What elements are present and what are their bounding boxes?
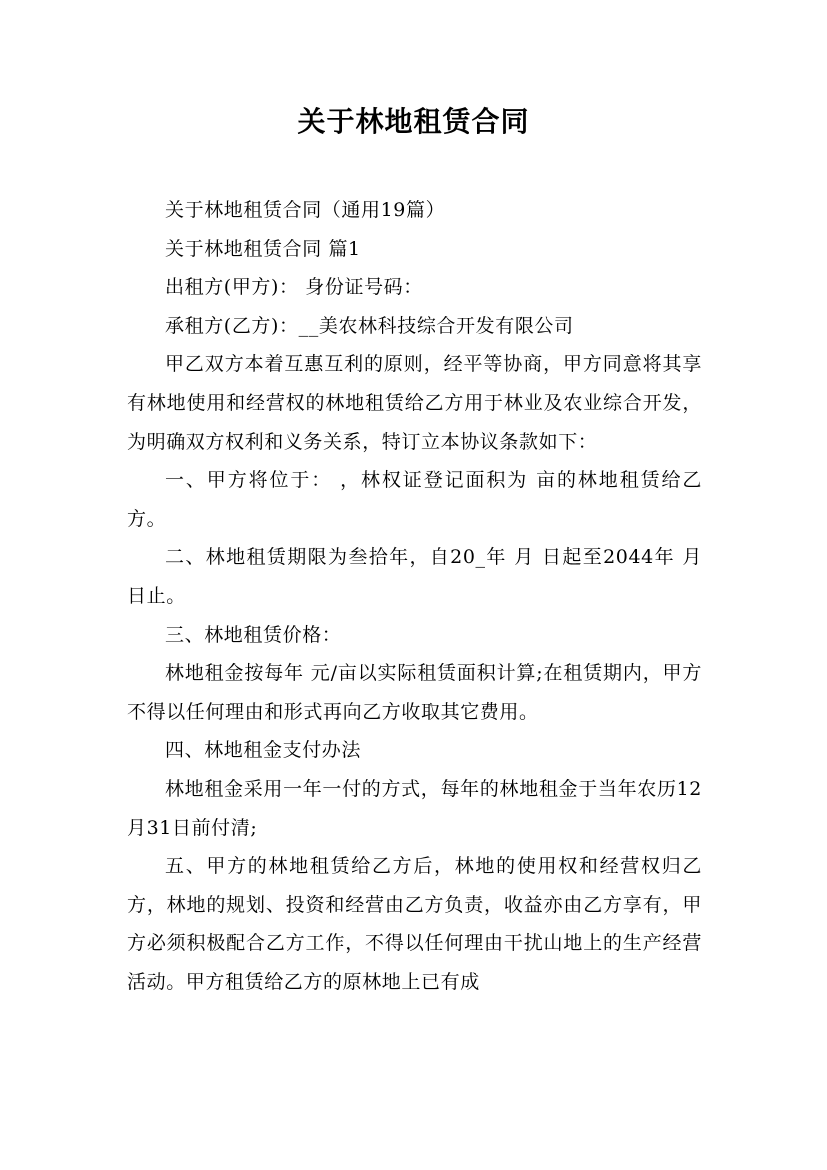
paragraph-lessor-party: 出租方(甲方)： 身份证号码：: [165, 276, 423, 299]
paragraph-clause-3-heading: 三、林地租赁价格：: [165, 623, 342, 646]
paragraph-clause-2: 二、林地租赁期限为叁拾年，自20_年 月 日起至2044年 月 日止。: [127, 546, 702, 607]
paragraph-section-heading: 关于林地租赁合同 篇1: [165, 237, 361, 260]
paragraph-clause-5: 五、甲方的林地租赁给乙方后，林地的使用权和经营权归乙方，林地的规划、投资和经营由乙方负责，收益亦由乙方享有，甲方必须积极配合乙方工作，不得以任何理由干扰山地上的生产经营活动。甲方租赁给乙方的原林地上已有成: [127, 855, 702, 993]
paragraph-lessee-party: 承租方(乙方)：__美农林科技综合开发有限公司: [165, 314, 574, 337]
paragraph-preamble: 甲乙双方本着互惠互利的原则，经平等协商，甲方同意将其享有林地使用和经营权的林地租赁给乙方用于林业及农业综合开发，为明确双方权利和义务关系，特订立本协议条款如下：: [127, 353, 702, 453]
document-body: [127, 191, 702, 1001]
paragraph-clause-3-body: 林地租金按每年 元/亩以实际租赁面积计算;在租赁期内，甲方不得以任何理由和形式再向乙方收取其它费用。: [127, 662, 702, 723]
document-title: 关于林地租赁合同: [297, 105, 530, 138]
paragraph-clause-1: 一、甲方将位于： ，林权证登记面积为 亩的林地租赁给乙方。: [127, 469, 702, 530]
paragraph-clause-4-heading: 四、林地租金支付办法: [165, 739, 362, 762]
paragraph-contract-collection-title: 关于林地租赁合同（通用19篇）: [165, 199, 446, 221]
paragraph-clause-4-body: 林地租金采用一年一付的方式，每年的林地租金于当年农历12月31日前付清;: [127, 777, 702, 839]
